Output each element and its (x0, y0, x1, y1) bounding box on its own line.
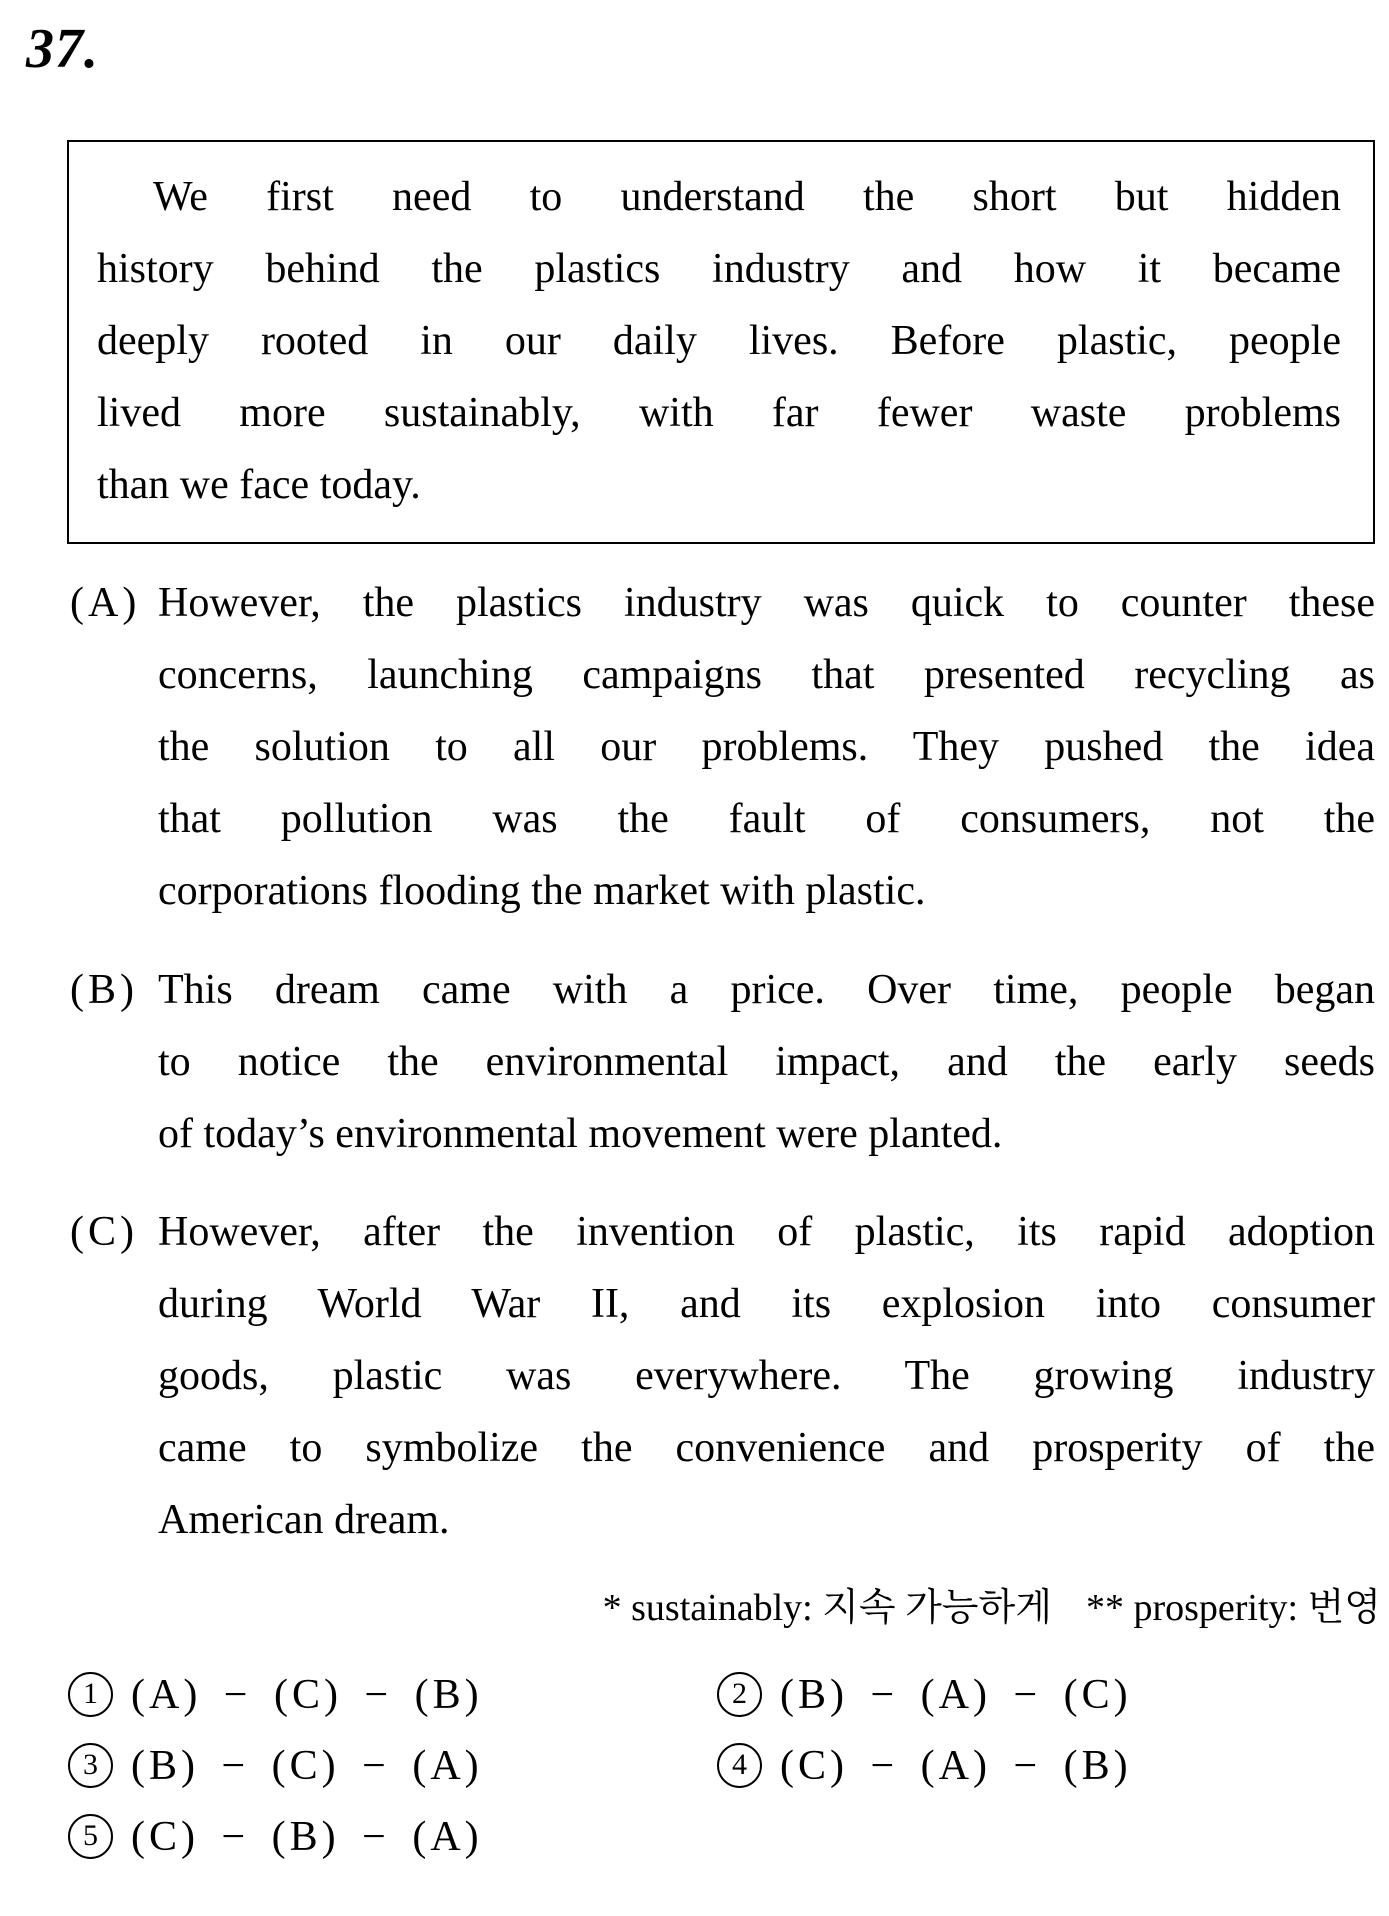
paragraph-b (70, 954, 1375, 1170)
footnote-sustainably: * sustainably: 지속 가능하게 (602, 1587, 1052, 1629)
choice-text: (C) − (A) − (B) (780, 1742, 1132, 1789)
paragraph-line: However, after the invention of plastic, its rapid adoption (158, 1209, 1375, 1255)
paragraph-c (70, 1196, 1375, 1556)
question-number: 37. (26, 18, 99, 80)
paragraph-line: the solution to all our problems. They pushed the idea (158, 724, 1375, 770)
choice-5[interactable] (68, 1801, 717, 1872)
paragraph-line: that pollution was the fault of consumers, not the (158, 796, 1375, 842)
footnote-prosperity: ** prosperity: 번영 (1085, 1587, 1381, 1629)
choice-text: (C) − (B) − (A) (131, 1813, 483, 1860)
passage-box (67, 140, 1375, 544)
paragraph-label: (A) (70, 580, 141, 626)
paragraph-label: (B) (70, 967, 138, 1013)
paragraph-line: goods, plastic was everywhere. The growing industry (158, 1353, 1375, 1399)
passage-line: We first need to understand the short but hidden (153, 174, 1341, 220)
choice-text: (B) − (A) − (C) (780, 1671, 1132, 1718)
paragraph-line: However, the plastics industry was quick to counter these (158, 580, 1375, 626)
passage-line: than we face today. (97, 462, 421, 508)
paragraph-line: to notice the environmental impact, and the early seeds (158, 1039, 1375, 1085)
passage-line: deeply rooted in our daily lives. Before plastic, people (97, 318, 1341, 364)
paragraph-text (158, 567, 1375, 927)
choice-text: (A) − (C) − (B) (131, 1671, 483, 1718)
choice-4[interactable] (717, 1730, 1375, 1801)
choice-3[interactable] (68, 1730, 717, 1801)
paragraph-line: This dream came with a price. Over time, people began (158, 967, 1375, 1013)
circled-number-3: 3 (68, 1743, 113, 1788)
paragraph-a (70, 567, 1375, 927)
circled-number-5: 5 (68, 1814, 113, 1859)
paragraph-text (158, 954, 1375, 1170)
choice-2[interactable] (717, 1659, 1375, 1730)
circled-number-1: 1 (68, 1672, 113, 1717)
choice-text: (B) − (C) − (A) (131, 1742, 483, 1789)
paragraph-line: of today’s environmental movement were planted. (158, 1111, 1003, 1157)
paragraph-text (158, 1196, 1375, 1556)
paragraph-line: American dream. (158, 1497, 450, 1543)
passage-line: lived more sustainably, with far fewer waste problems (97, 390, 1341, 436)
circled-number-4: 4 (717, 1743, 762, 1788)
choice-1[interactable] (68, 1659, 717, 1730)
footnote (0, 1576, 1381, 1640)
paragraph-label: (C) (70, 1209, 138, 1255)
paragraph-line: during World War II, and its explosion into consumer (158, 1281, 1375, 1327)
passage-line: history behind the plastics industry and how it became (97, 246, 1341, 292)
paragraph-line: corporations flooding the market with plastic. (158, 868, 926, 914)
paragraph-line: came to symbolize the convenience and prosperity of the (158, 1425, 1375, 1471)
circled-number-2: 2 (717, 1672, 762, 1717)
paragraph-line: concerns, launching campaigns that presented recycling as (158, 652, 1375, 698)
answer-choices (68, 1659, 1375, 1872)
